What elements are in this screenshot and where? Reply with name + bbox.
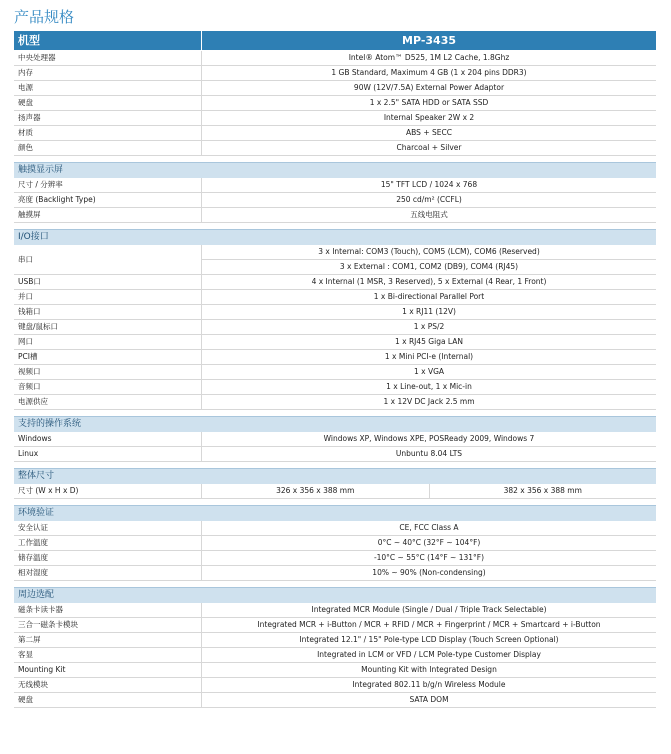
- table-row: [14, 603, 656, 618]
- spec-key: USB口: [14, 275, 202, 289]
- spec-key: 音频口: [14, 380, 202, 394]
- model-label: 机型: [14, 31, 202, 50]
- spec-key: 尺寸 / 分辨率: [14, 178, 202, 192]
- spec-key: 无线模块: [14, 678, 202, 692]
- spec-key: 串口: [14, 245, 202, 274]
- spec-value: 1 x RJ11 (12V): [402, 307, 456, 316]
- spec-value: SATA DOM: [409, 695, 449, 704]
- spec-value: 1 x VGA: [413, 367, 445, 376]
- spec-key: Linux: [14, 447, 202, 461]
- spec-value: Integrated MCR + i-Button / MCR + RFID / MCR + Fingerprint / MCR + Smartcard + i-Button: [257, 620, 601, 629]
- spec-value: CE, FCC Class A: [399, 523, 459, 532]
- table-row: [14, 648, 656, 663]
- page-title: 产品规格: [14, 8, 75, 26]
- spec-value: Unbuntu 8.04 LTS: [395, 449, 463, 458]
- peripheral-section: [14, 587, 656, 708]
- spec-table: [14, 31, 656, 708]
- spec-key: 第二屏: [14, 633, 202, 647]
- spec-value: Windows XP, Windows XPE, POSReady 2009, Windows 7: [323, 434, 535, 443]
- spec-value: 0°C ~ 40°C (32°F ~ 104°F): [377, 538, 481, 547]
- section-title: 周边选配: [14, 587, 656, 603]
- table-row: [14, 275, 656, 290]
- table-row: [14, 693, 656, 708]
- spec-key: 颜色: [14, 141, 202, 155]
- table-row: [14, 432, 656, 447]
- spec-value: 15" TFT LCD / 1024 x 768: [380, 180, 478, 189]
- spec-value: Internal Speaker 2W x 2: [383, 113, 475, 122]
- spec-value: 1 x Line-out, 1 x Mic-in: [386, 382, 472, 391]
- spec-key: 键盘/鼠标口: [14, 320, 202, 334]
- table-row: [14, 81, 656, 96]
- spec-key: 三合一磁条卡模块: [14, 618, 202, 632]
- spec-key: 并口: [14, 290, 202, 304]
- table-row: [14, 51, 656, 66]
- table-row: [14, 447, 656, 462]
- spec-value: Integrated 802.11 b/g/n Wireless Module: [352, 680, 506, 689]
- touch-section: [14, 162, 656, 223]
- spec-key: 中央处理器: [14, 51, 202, 65]
- spec-key: 扬声器: [14, 111, 202, 125]
- table-row: [14, 66, 656, 81]
- section-title: 整体尺寸: [14, 468, 656, 484]
- dimension-section: [14, 468, 656, 499]
- serial-internal-value: 3 x Internal: COM3 (Touch), COM5 (LCM), COM6 (Reserved): [202, 245, 656, 260]
- spec-value: 326 x 356 x 388 mm: [202, 484, 430, 498]
- spec-key: 网口: [14, 335, 202, 349]
- table-row: [14, 633, 656, 648]
- table-row: [14, 305, 656, 320]
- table-row: [14, 111, 656, 126]
- general-section: [14, 51, 656, 156]
- spec-value: 382 x 356 x 388 mm: [503, 486, 582, 495]
- table-row: [14, 178, 656, 193]
- table-row: [14, 290, 656, 305]
- spec-value: ABS + SECC: [406, 128, 452, 137]
- spec-value: Integrated in LCM or VFD / LCM Pole-type Customer Display: [317, 650, 541, 659]
- table-row: [14, 551, 656, 566]
- spec-value: Intel® Atom™ D525, 1M L2 Cache, 1.8Ghz: [348, 53, 510, 62]
- table-row: [14, 320, 656, 335]
- table-header: [14, 31, 656, 50]
- spec-key: 安全认证: [14, 521, 202, 535]
- spec-key: 材质: [14, 126, 202, 140]
- model-value: MP-3435: [202, 31, 656, 50]
- table-row: [14, 245, 656, 275]
- spec-value: 1 GB Standard, Maximum 4 GB (1 x 204 pins DDR3): [331, 68, 527, 77]
- spec-value: 1 x PS/2: [413, 322, 445, 331]
- table-row: [14, 126, 656, 141]
- section-title: 环境验证: [14, 505, 656, 521]
- spec-key: 电源供应: [14, 395, 202, 409]
- table-row: [14, 395, 656, 410]
- spec-value: 1 x RJ45 Giga LAN: [394, 337, 464, 346]
- spec-value: 4 x Internal (1 MSR, 3 Reserved), 5 x External (4 Rear, 1 Front): [311, 277, 547, 286]
- table-row: [14, 96, 656, 111]
- section-title: 支持的操作系统: [14, 416, 656, 432]
- spec-key: 视频口: [14, 365, 202, 379]
- spec-key: 触摸屏: [14, 208, 202, 222]
- table-row: [14, 484, 656, 499]
- spec-value: Integrated 12.1" / 15" Pole-type LCD Display (Touch Screen Optional): [299, 635, 559, 644]
- section-title: 触摸显示屏: [14, 162, 656, 178]
- spec-key: 客显: [14, 648, 202, 662]
- spec-value: 90W (12V/7.5A) External Power Adaptor: [353, 83, 505, 92]
- spec-value: 1 x 12V DC Jack 2.5 mm: [383, 397, 475, 406]
- table-row: [14, 350, 656, 365]
- spec-key: 电源: [14, 81, 202, 95]
- table-row: [14, 663, 656, 678]
- spec-key: 工作温度: [14, 536, 202, 550]
- spec-key: 相对湿度: [14, 566, 202, 580]
- spec-value: [202, 245, 656, 274]
- spec-key: Windows: [14, 432, 202, 446]
- table-row: [14, 678, 656, 693]
- table-row: [14, 335, 656, 350]
- table-row: [14, 380, 656, 395]
- spec-value: Charcoal + Silver: [396, 143, 462, 152]
- spec-value: 1 x Mini PCI-e (Internal): [384, 352, 474, 361]
- spec-key: 磁条卡读卡器: [14, 603, 202, 617]
- spec-key: 钱箱口: [14, 305, 202, 319]
- spec-key: 硬盘: [14, 96, 202, 110]
- spec-value: Mounting Kit with Integrated Design: [361, 665, 497, 674]
- spec-key: 亮度 (Backlight Type): [14, 193, 202, 207]
- spec-key: PCI槽: [14, 350, 202, 364]
- spec-value: -10°C ~ 55°C (14°F ~ 131°F): [373, 553, 485, 562]
- spec-key: 内存: [14, 66, 202, 80]
- spec-key: 尺寸 (W x H x D): [14, 484, 202, 498]
- spec-value: 1 x 2.5" SATA HDD or SATA SSD: [369, 98, 489, 107]
- io-section: [14, 229, 656, 410]
- environment-section: [14, 505, 656, 581]
- table-row: [14, 208, 656, 223]
- serial-external-value: 3 x External : COM1, COM2 (DB9), COM4 (RJ45): [339, 262, 519, 271]
- section-title: I/O接口: [14, 229, 656, 245]
- spec-key: 硬盘: [14, 693, 202, 707]
- table-row: [14, 536, 656, 551]
- spec-value: 五线电阻式: [410, 210, 448, 219]
- table-row: [14, 618, 656, 633]
- os-section: [14, 416, 656, 462]
- table-row: [14, 193, 656, 208]
- spec-value: 1 x Bi-directional Parallel Port: [373, 292, 485, 301]
- spec-value: 10% ~ 90% (Non-condensing): [372, 568, 486, 577]
- table-row: [14, 365, 656, 380]
- table-row: [14, 521, 656, 536]
- table-row: [14, 141, 656, 156]
- spec-value: Integrated MCR Module (Single / Dual / Triple Track Selectable): [311, 605, 547, 614]
- spec-value: 250 cd/m² (CCFL): [396, 195, 462, 204]
- spec-key: Mounting Kit: [14, 663, 202, 677]
- spec-key: 储存温度: [14, 551, 202, 565]
- table-row: [14, 566, 656, 581]
